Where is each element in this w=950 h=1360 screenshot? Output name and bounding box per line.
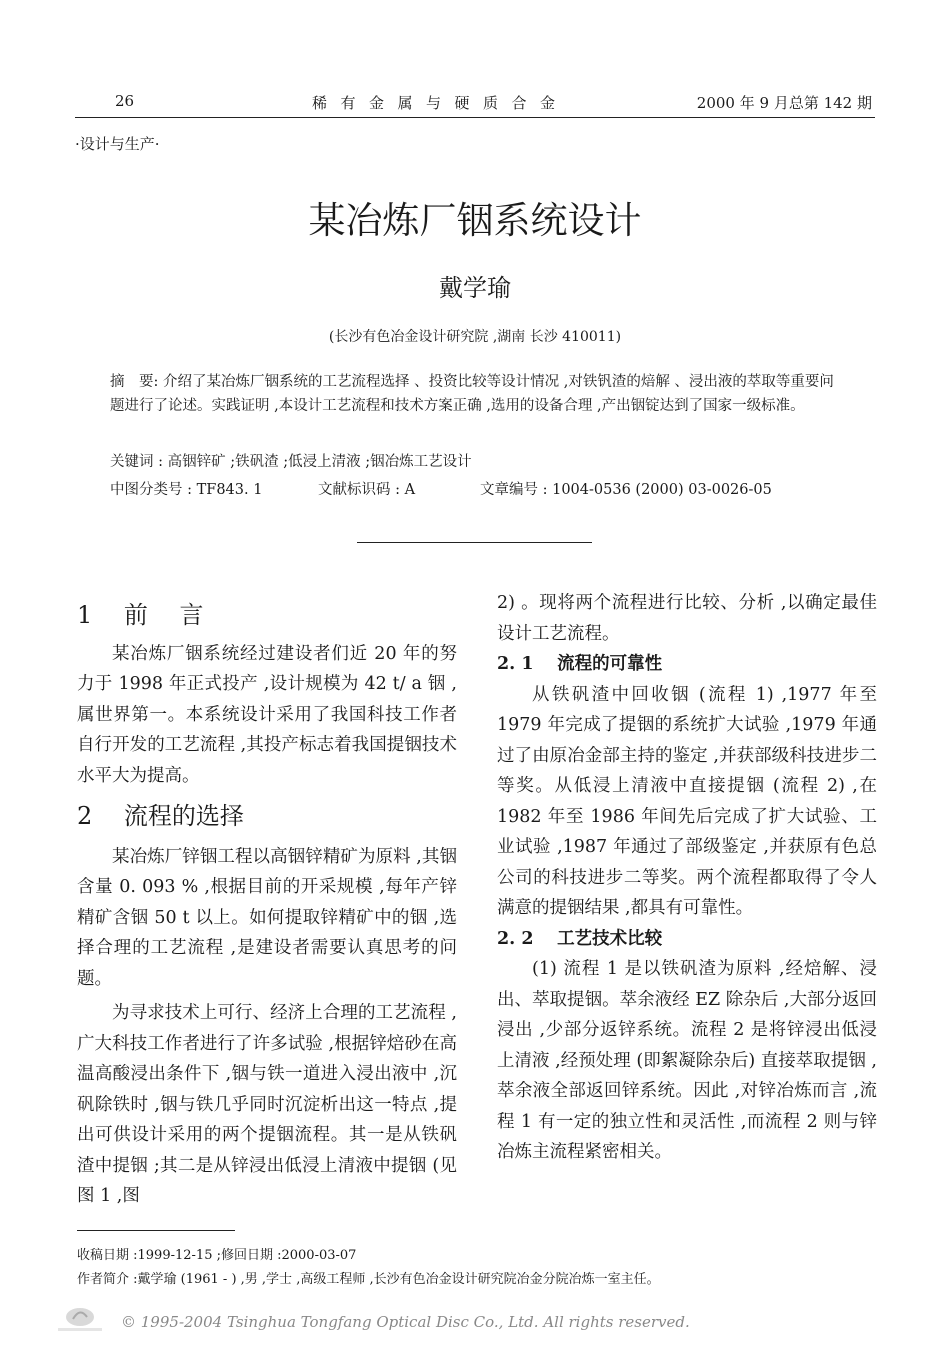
section-2-2-paragraph: (1) 流程 1 是以铁矾渣为原料 ,经焙解、浸出、萃取提铟。萃余液经 EZ 除杂后 ,大部分返回浸出 ,少部分返锌系统。流程 2 是将锌浸出低浸上清液 ,经预处理 (即絮凝除杂后) 直接萃取提铟 ,萃余液全部返回锌系统。因此 ,对锌冶炼而言 ,流程 1 有一定的独立性和灵活性 ,而流程 2 则与锌冶炼主流程紧密相关。: [497, 959, 877, 1162]
section-2-1-paragraph: 从铁矾渣中回收铟 (流程 1) ,1977 年至 1979 年完成了提铟的系统扩大试验 ,1979 年通过了由原冶金部主持的鉴定 ,并获部级科技进步二等奖。从低浸上清液中直接提铟 (流程 2) ,在 1982 年至 1986 年间先后完成了扩大试验、工业试验 ,1987 年通过了部级鉴定 ,并获原有色总公司的科技进步二等奖。两个流程都取得了令人满意的提铟结果 ,都具有可靠性。: [497, 684, 877, 918]
issue-info: 2000 年 9 月总第 142 期: [696, 94, 872, 112]
abstract-label: 摘 要: [110, 374, 154, 390]
section-2-heading: 2 流程的选择: [77, 802, 244, 830]
page-number: 26: [115, 92, 135, 110]
journal-name: 稀有金属与硬质合金: [312, 94, 569, 112]
paper-title: 某冶炼厂铟系统设计: [308, 199, 642, 242]
section-2-paragraph-1: 某冶炼厂锌铟工程以高铟锌精矿为原料 ,其铟含量 0. 093 % ,根据目前的开采规模 ,每年产锌精矿含铟 50 t 以上。如何提取锌精矿中的铟 ,选择合理的工艺流程 ,是建设者需要认真思考的问题。: [77, 846, 457, 989]
section-2-2-heading: 2. 2 工艺技术比较: [497, 928, 663, 949]
abstract-divider: [357, 542, 592, 543]
affiliation: (长沙有色冶金设计研究院 ,湖南 长沙 410011): [328, 329, 622, 345]
abstract-text: : 介绍了某冶炼厂铟系统的工艺流程选择 、投资比较等设计情况 ,对铁钒渣的焙解 、浸出液的萃取等重要问题进行了论述。实践证明 ,本设计工艺流程和技术方案正确 ,选用的设备合理 ,产出铟锭达到了国家一级标准。: [110, 374, 834, 414]
abstract: [110, 370, 845, 418]
section-2-paragraph-2-continued: 2) 。现将两个流程进行比较、分析 ,以确定最佳设计工艺流程。: [497, 593, 877, 644]
copyright-notice: © 1995-2004 Tsinghua Tongfang Optical Disc Co., Ltd. All rights reserved.: [121, 1313, 690, 1331]
article-number: 文章编号 : 1004-0536 (2000) 03-0026-05: [480, 482, 772, 498]
footnote-dates: 收稿日期 :1999-12-15 ;修回日期 :2000-03-07: [77, 1248, 357, 1263]
author-name: 戴学瑜: [439, 274, 511, 302]
section-tag: ·设计与生产·: [75, 135, 160, 153]
header-rule: [75, 117, 875, 118]
footnote-rule: [77, 1230, 235, 1231]
section-2-1-heading: 2. 1 流程的可靠性: [497, 654, 663, 674]
right-column: [497, 588, 877, 1168]
keywords: 关键词 : 高铟锌矿 ;铁矾渣 ;低浸上清液 ;铟冶炼工艺设计: [110, 454, 472, 470]
left-column: [77, 600, 457, 1211]
section-1-heading: 1 前 言: [77, 601, 204, 629]
footnote-author-bio: 作者简介 :戴学瑜 (1961 - ) ,男 ,学士 ,高级工程师 ,长沙有色冶金设计研究院冶金分院冶炼一室主任。: [77, 1272, 660, 1287]
document-code: 文献标识码 : A: [318, 482, 416, 498]
cnki-logo-icon: [55, 1305, 105, 1335]
clc-number: 中图分类号 : TF843. 1: [110, 482, 263, 498]
section-2-paragraph-2: 为寻求技术上可行、经济上合理的工艺流程 ,广大科技工作者进行了许多试验 ,根据锌焙砂在高温高酸浸出条件下 ,铟与铁一道进入浸出液中 ,沉矾除铁时 ,铟与铁几乎同时沉淀析出这一特点 ,提出可供设计采用的两个提铟流程。其一是从铁矾渣中提铟 ;其二是从锌浸出低浸上清液中提铟 (见图 1 ,图: [77, 1003, 457, 1206]
section-1-paragraph: 某冶炼厂铟系统经过建设者们近 20 年的努力于 1998 年正式投产 ,设计规模为 42 t/ a 铟 ,属世界第一。本系统设计采用了我国科技工作者自行开发的工艺流程 ,其投产标志着我国提铟技术水平大为提高。: [77, 643, 457, 786]
